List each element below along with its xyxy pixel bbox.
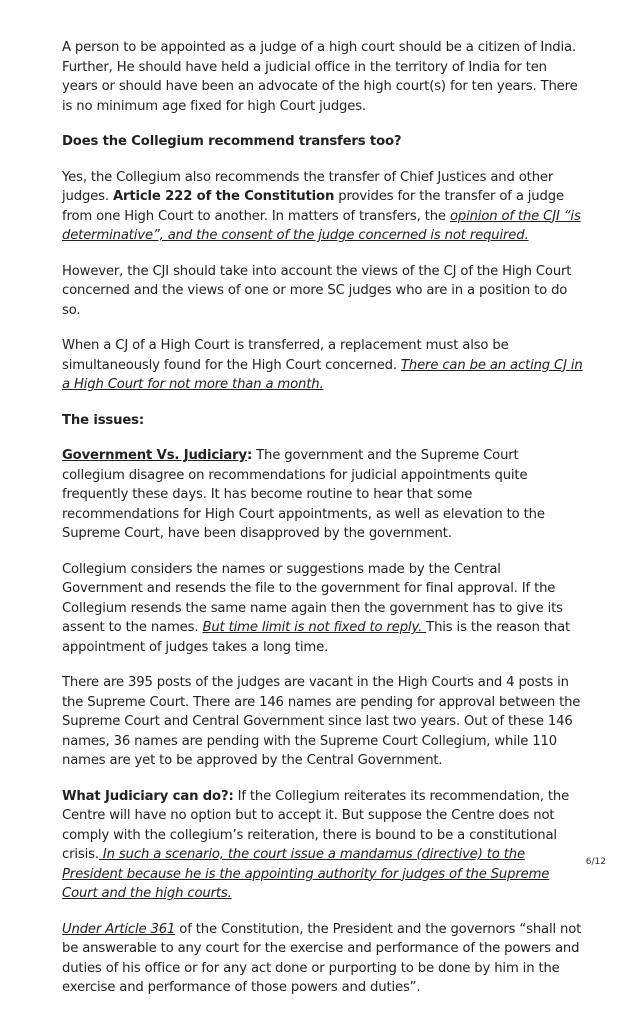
paragraph-government-vs-judiciary <box>62 446 584 544</box>
paragraph-eligibility: A person to be appointed as a judge of a high court should be a citizen of India. Further, He should have held a judicial office in the territory of India for ten years or should have been an advocate of the high court(s) for ten years. There is no minimum age fixed for high Court judges. <box>62 40 578 114</box>
text-run: The government and the Supreme Court collegium disagree on recommendations for judicial appointments quite frequently these days. It has become routine to hear that some recommendations for High Court appointments, as well as elevation to the Supreme Court, have been disapproved by the government. <box>62 448 545 541</box>
article-222-bold: Article 222 of the Constitution <box>112 189 335 204</box>
paragraph-what-judiciary-can-do <box>62 787 584 904</box>
colon: : <box>246 448 253 463</box>
document-page <box>62 38 584 1014</box>
paragraph-replacement <box>62 336 584 395</box>
article-361-emphasis: Under Article 361 <box>62 921 176 937</box>
paragraph-vacancies: There are 395 posts of the judges are vacant in the High Courts and 4 posts in the Supreme Court. There are 146 names are pending for approval between the Supreme Court and Central Government since last two years. Out of these 146 names, 36 names are pending with the Supreme Court Collegium, while 110 names are yet to be approved by the Central Government. <box>62 675 581 768</box>
text-run: This is the reason that appointment of judges takes a long time. <box>62 620 571 655</box>
paragraph-collegium-resend <box>62 560 584 658</box>
heading-transfers: Does the Collegium recommend transfers too? <box>62 134 402 149</box>
heading-issues: The issues: <box>62 412 144 428</box>
paragraph-article-361 <box>62 920 584 998</box>
cji-opinion-emphasis: opinion of the CJI “is determinative”, and the consent of the judge concerned is not required. <box>62 208 581 243</box>
text-run: Yes, the Collegium also recommends the transfer of Chief Justices and other judges. <box>62 169 554 204</box>
paragraph-transfers <box>62 168 584 246</box>
page-number: 6/12 <box>585 857 606 867</box>
paragraph-cji-views: However, the CJI should take into account the views of the CJ of the High Court concerned and the views of one or more SC judges who are in a position to do so. <box>62 263 572 318</box>
text-run: of the Constitution, the President and the governors “shall not be answerable to any court for the exercise and performance of the powers and duties of his office or for any act done or purporting to be done by him in the exercise and performance of those powers and duties”. <box>62 921 582 995</box>
time-limit-emphasis: But time limit is not fixed to reply. <box>202 620 427 635</box>
text-run: If the Collegium reiterates its recommendation, the Centre will have no option but to accept it. But suppose the Centre does not comply with the collegium’s reiteration, there is bound to be a constitutional crisis. <box>62 788 570 862</box>
text-run: provides for the transfer of a judge from one High Court to another. In matters of transfers, the <box>62 189 564 224</box>
what-judiciary-label: What Judiciary can do?: <box>62 788 234 804</box>
government-vs-judiciary-label: Government Vs. Judiciary <box>62 448 247 463</box>
mandamus-emphasis: In such a scenario, the court issue a mandamus (directive) to the President because he is the appointing authority for judges of the Supreme Court and the high courts. <box>62 847 550 901</box>
text-run: Collegium considers the names or suggestions made by the Central Government and resends the file to the government for final approval. If the Collegium resends the same name again then the government has to give its assent to the names. <box>62 561 563 635</box>
text-run: When a CJ of a High Court is transferred, a replacement must also be simultaneously found for the High Court concerned. <box>62 338 509 373</box>
acting-cj-emphasis: There can be an acting CJ in a High Court for not more than a month. <box>62 357 583 392</box>
